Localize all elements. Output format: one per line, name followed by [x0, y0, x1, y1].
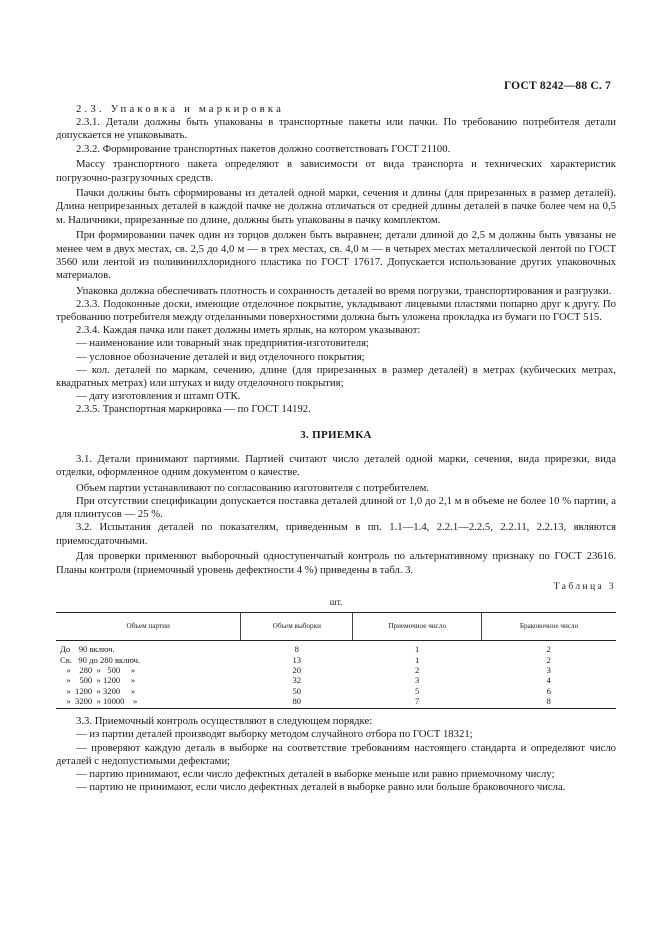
cell-lot-size: Св. 90 до 280 включ. — [60, 654, 141, 665]
cell-rejection-number: 8 — [482, 696, 616, 709]
paragraph: 3.1. Детали принимают партиями. Партией считают число деталей одной марки, сечения, вида прирезки, вида отделки, оформленное одним документом о качестве. — [56, 452, 616, 479]
paragraph: 3.3. Приемочный контроль осуществляют в следующем порядке: — [76, 715, 373, 728]
table-row — [56, 686, 616, 696]
list-item: — проверяют каждую деталь в выборке на соответствие требованиям настоящего стандарта и определяют число деталей с недопустимыми дефектами; — [56, 741, 616, 767]
paragraph: Массу транспортного пакета определяют в зависимости от вида транспорта и технических характеристик погрузочно-разгрузочных средств. — [56, 158, 616, 184]
list-item: — из партии деталей производят выборку методом случайного отбора по ГОСТ 18321; — [76, 728, 473, 741]
cell-acceptance-number: 1 — [415, 654, 420, 665]
table-header-row — [56, 613, 616, 641]
cell-sample-size: 80 — [241, 696, 353, 709]
cell-rejection-number: 6 — [546, 685, 551, 696]
table-row — [56, 655, 616, 665]
list-item: — партию принимают, если число дефектных деталей в выборке меньше или равно приемочному числу; — [76, 768, 555, 780]
cell-rejection-number: 2 — [546, 654, 551, 665]
cell-acceptance-number: 3 — [415, 675, 420, 686]
header-lot-size: Объем партии — [56, 613, 241, 641]
cell-rejection-number: 3 — [546, 665, 551, 675]
cell-acceptance-number: 1 — [415, 644, 420, 655]
paragraph: Пачки должны быть сформированы из деталей одной марки, сечения и длины (для прирезанных в размер деталей). Длина неприрезанных деталей в каждой пачке не должна отличаться от средней длины деталей в пачке более чем на 0,5 м. Наличники, прирезанные по длине, должны быть упакованы в пачку комплектом. — [56, 187, 616, 226]
cell-rejection-number: 2 — [546, 644, 551, 655]
list-item: — партию не принимают, если число дефектных деталей в выборке равно или больше браковочного числа. — [76, 781, 566, 794]
page-header: ГОСТ 8242—88 С. 7 — [503, 80, 611, 92]
paragraph: 3.2. Испытания деталей по показателям, приведенным в пп. 1.1—1.4, 2.2.1—2.2.5, 2.2.11, 2.2.13, являются приемосдаточными. — [56, 521, 616, 547]
list-item: — дату изготовления и штамп ОТК. — [76, 390, 241, 403]
cell-sample-size: 13 — [292, 654, 302, 665]
paragraph: 2.3.3. Подоконные доски, имеющие отделочное покрытие, укладывают лицевыми пластями попарно друг к другу. По требованию потребителя между отделанными поверхностями должна быть уложена прокладка из бумаги по ГОСТ 515. — [56, 297, 616, 324]
cell-lot-size: » 1200 » 3200 » — [60, 685, 136, 696]
table-unit: шт. — [329, 596, 343, 607]
table-row — [56, 641, 616, 655]
header-acceptance-number: Приемочное число — [353, 613, 482, 641]
section-2-3-heading: 2.3. Упаковка и маркировка — [76, 103, 285, 115]
paragraph: Упаковка должна обеспечивать плотность и сохранность деталей во время погрузки, транспортирования и разгрузки. — [76, 284, 612, 297]
paragraph: При отсутствии спецификации допускается поставка деталей длиной от 1,0 до 2,1 м в объеме не более 10 % партии, а для плинтусов — 25 %. — [56, 494, 616, 521]
cell-sample-size: 8 — [294, 644, 299, 655]
paragraph: Для проверки применяют выборочный одноступенчатый контроль по альтернативному признаку по ГОСТ 23616. Планы контроля (приемочный уровень дефектности 4 %) приведены в табл. 3. — [56, 550, 616, 576]
paragraph: При формировании пачек один из торцов должен быть выравнен; детали длиной до 2,5 м должны быть увязаны не менее чем в двух местах, св. 2,5 до 4,0 м — в трех местах, св. 4,0 м — в четырех местах металлической лентой по ГОСТ 3560 или лентой из поливинилхлоридного пластика по ГОСТ 17617. Допускается использование других упаковочных материалов. — [56, 229, 616, 281]
header-rejection-number: Браковочное число — [482, 613, 616, 641]
table-3 — [56, 612, 616, 709]
list-item: — кол. деталей по маркам, сечению, длине (для прирезанных в размер деталей) в метрах (кубических метрах, квадратных метрах) или штуках и виду отделочного покрытия; — [56, 363, 616, 390]
cell-lot-size: » 280 » 500 » — [60, 665, 136, 675]
cell-sample-size: 20 — [292, 665, 302, 675]
cell-acceptance-number: 7 — [353, 696, 482, 709]
cell-acceptance-number: 2 — [415, 665, 420, 675]
cell-rejection-number: 4 — [546, 675, 551, 686]
cell-sample-size: 50 — [292, 685, 302, 696]
list-item: — наименование или товарный знак предприятия-изготовителя; — [76, 337, 369, 350]
paragraph: 2.3.1. Детали должны быть упакованы в транспортные пакеты или пачки. По требованию потребителя детали допускается не упаковывать. — [56, 116, 616, 142]
table-row — [56, 675, 616, 685]
cell-lot-size: » 3200 » 10000 » — [56, 696, 241, 709]
paragraph: 2.3.5. Транспортная маркировка — по ГОСТ 14192. — [76, 403, 311, 416]
cell-lot-size: » 500 » 1200 » — [60, 675, 136, 686]
document-body — [56, 103, 616, 794]
table-row — [56, 696, 616, 709]
section-3-heading: 3. ПРИЕМКА — [300, 428, 372, 441]
table-caption: Таблица 3 — [553, 581, 616, 592]
paragraph: 2.3.2. Формирование транспортных пакетов должно соответствовать ГОСТ 21100. — [76, 142, 451, 155]
cell-sample-size: 32 — [292, 675, 302, 686]
paragraph: Объем партии устанавливают по согласованию изготовителя с потребителем. — [76, 481, 430, 494]
header-sample-size: Объем выборки — [241, 613, 353, 641]
cell-acceptance-number: 5 — [415, 685, 420, 696]
table-row — [56, 665, 616, 675]
list-item: — условное обозначение деталей и вид отделочного покрытия; — [76, 350, 365, 363]
paragraph: 2.3.4. Каждая пачка или пакет должны иметь ярлык, на котором указывают: — [76, 324, 421, 337]
cell-lot-size: До 90 включ. — [60, 644, 115, 655]
